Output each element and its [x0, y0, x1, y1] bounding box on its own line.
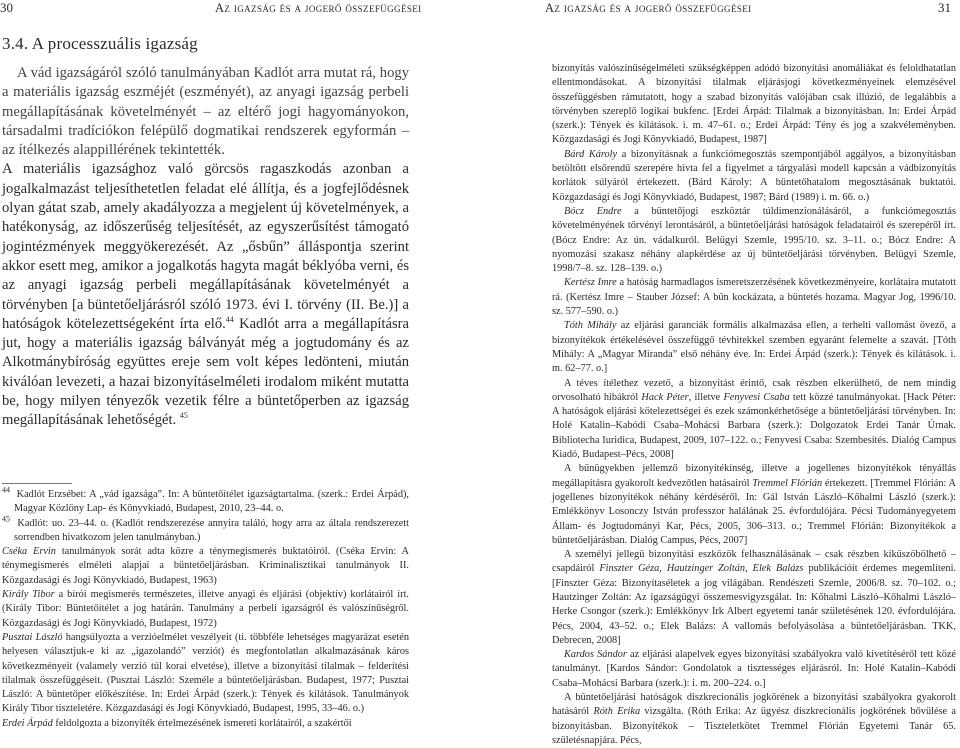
fn-kertesz: [552, 276, 956, 319]
fn-bard: [552, 148, 956, 205]
fn-tremmel-text: értekezett. [Tremmel Flórián: A jogellenes bizonyítékok néhány kérdéséről. In: Gál István László–Kőhalmi László (szerk.): Emlékkönyv Losonczy István professzor halálának 25. évfordulójára. Pécsi Tudományegyetem Állam- és Jogtudományi Kar, Pécs, 2005, 306–313. o.; Tremmel Flórián: Bizonyítékok a büntetőeljárásban. Dialóg Campus, Pécs, 2007]: [552, 477, 956, 546]
fn-toth: [552, 319, 956, 376]
fn-roth-text: vizsgálta. (Róth Erika: Az ügyész diszkrecionális jogkörének bővülése a bizonyításban. Bizonyítékok – Tiszteletkötet Tremmel Flórián Egyetemi Tanár 65. születésnapjára. Pécs,: [552, 706, 956, 746]
fn-teves-mid: , illetve: [688, 391, 724, 403]
fn-bard-text: a bizonyításnak a funkciómegosztás szempontjából aggályos, a bizonyításban betöltött elsőrendű szerepére hívta fel a figyelmet a tárgyalási modell kapcsán a vádbizonyítás korlátok súlyáról értekezett. (Bárd Károly: A büntetőhatalom megosztásának buktatói. Közgazdasági és Jogi Könyvkiadó, Budapest, 1987; Bárd (1989) i. m. 66. o.): [552, 148, 956, 203]
running-head-right: [545, 1, 752, 16]
footnote-pusztai-text: hangsúlyozta a verzióelmélet veszélyeit (ti. többféle lehetséges magyarázat esetén helyesen választjuk-e ki az „igazolandó” verziót) és megfontolatlan alkalmazásának káros következményeit (valamely verzió túl korai elvetése), illetve a bizonyítási tilalmak – felderítési tilalmak összefüggéseit. (Pusztai László: Személe a büntetőeljárásban. Budapest, 1977; Pusztai László: A büntetőper előkészítése. In: Erdei Árpád (szerk.): Tények és kilátások. Tanulmányok Király Tibor tiszteletére. Közgazdasági és Jogi Könyvkiadó, Budapest, 1995, 33–46. o.): [2, 631, 410, 715]
author-bard: Bárd Károly: [564, 148, 618, 160]
footnote-erdei-text: feldolgozta a bizonyíték értelmezésének ismereti korlátairól, a szakértői: [52, 717, 352, 728]
fn-finszter: [552, 548, 956, 648]
page-number: 30: [0, 0, 13, 15]
paragraph-2-text-a: A materiális igazsághoz való görcsös ragaszkodás azonban a jogalkalmazást teljesíthetetlen feladat elé állítja, és a jogfejlődésnek olyan gátat szab, amely akadályozza a megjelent új követelmények, a hatékonyság, az időszerűség teljesítését, az egyszerűsítést támogató jogintézmények meggyökerezését. Az „ősbűn” álláspontja szerint akkor esett meg, amikor a jogalkotás hagyta magát béklyóba verni, és az anyagi igazság perbeli megállapításának követelményét a törvényben [a büntetőeljárásról szóló 1973. évi I. törvény (II. Be.)] a hatóságok kötelezettségeként írta elő.: [2, 161, 409, 332]
footnote-44-text: Kadlót Erzsébet: A „vád igazsága”. In: A büntetőítélet igazságtartalma. (szerk.: Erdei Árpád), Magyar Közlöny Lap- és Könyvkiadó, Budapest, 2010, 23–44. o.: [14, 489, 409, 515]
paragraph-2: [2, 160, 409, 430]
footnote-44: [2, 485, 409, 517]
author-kiraly: Király Tibor: [2, 589, 55, 601]
footnote-45-text: Kadlót: uo. 23–44. o. (Kadlót rendszerezése annyira találó, hogy arra az általa rendszerezett sorrendben hivatkozom jelen tanulmányban.): [14, 517, 409, 543]
paragraph-1-text: A vád igazságáról szóló tanulmányában Kadlót arra mutat rá, hogy a materiális igazság eszméjét (eszményét), az anyagi igazság perbeli megállapításának követelményét – az eltérő jogi hagyományokon, társadalmi tradíciókon felépülő dogmatikai rendszerek egyformán – az ítélkezés alappillérének tekintették.: [2, 65, 409, 159]
fn-teves-text: tett közzé tanulmányokat. [Hack Péter: A hatóságok eljárási kötelezettségei és ezek számonkérhetősége a büntetőeljárási törvényben. In: Holé Katalin–Kabódi Csaba–Mohácsi Barbara (szerk.): Dolgozatok Erdei Tanár Úrnak. Bibliotecha Iuridica, Budapest, 2009, 107–122. o.; Fenyvesi Csaba: Szembesítés. Dialóg Campus Kiadó, Budapest–Pécs, 2008]: [552, 391, 956, 461]
author-kardos: Kardos Sándor: [564, 649, 627, 661]
fn-roth: [552, 691, 956, 748]
running-head-text: Az igazság és a jogerő összefüggései: [215, 1, 422, 15]
footnote-44-number: 44: [2, 485, 10, 495]
paragraph-1: [2, 64, 409, 160]
fn-teves: [552, 377, 956, 463]
fn-finszter-text: publikációit érdemes megemlíteni. [Finszter Géza: Bizonyítaséletek a jog világában. Rendészeti Szemle, 2006/8. sz. 70–102. o.; Hautzinger Zoltán: Az igazságügyi összemesvigyzsgálat. In: Kőhalmi László–Kőhalmi László–Herke Csongor (szerk.): Emlékkönyv Irk Albert egyetemi tanár születésének 120. évfordulójára. Pécs, 2004, 43–52. o.; Elek Balázs: A vallomás befolyásolása a büntetőeljárásban. TKK, Debrecen, 2008]: [552, 563, 957, 646]
fn-bocz: [552, 205, 956, 276]
section-title: 3.4. A processzuális igazság: [2, 34, 198, 53]
footnote-kiraly: [2, 588, 409, 631]
fn-kardos: [552, 648, 956, 691]
author-fenyvesi: Fenyvesi Csaba: [723, 391, 790, 403]
fn-tremmel: [552, 462, 956, 548]
fn-toth-text: az eljárási garanciák formális alkalmazása ellen, a terhelti vallomást övező, a bizonyítékok értékelésével összefüggő tévhitekkel szemben egyaránt felemelte a szavát. [Tóth Mihály: A „Magyar Miranda” első néhány éve. In: Erdei Árpád (szerk.): Tények és kilátások. i. m. 62–77. o.]: [552, 320, 956, 375]
author-roth: Róth Erika: [593, 706, 641, 718]
author-tremmel: Tremmel Flórián: [752, 477, 823, 489]
footnote-45-number: 45: [2, 514, 10, 524]
footnote-pusztai: [2, 631, 409, 717]
left-page: [0, 0, 480, 728]
footnote-divider: [2, 483, 72, 484]
author-bocz: Bócz Endre: [564, 205, 622, 217]
author-toth: Tóth Mihály: [564, 320, 617, 332]
author-cseka: Cséka Ervin: [2, 546, 56, 558]
footnote-cseka: [2, 545, 409, 588]
fn-finszter-pre: A személyi jellegű bizonyítási eszközök felhasználásának – csak részben kiküszöbölhető – csapdáiról: [552, 549, 956, 575]
author-finszter: Finszter Géza, Hautzinger Zoltán, Elek Balázs: [599, 563, 804, 575]
footnote-45: [2, 514, 409, 546]
running-head-right-text: Az igazság és a jogerő összefüggései: [545, 1, 752, 15]
author-pusztai: Pusztai László: [2, 631, 63, 643]
footnote-ref-45[interactable]: 45: [179, 411, 188, 421]
footnote-cseka-text: tanulmányok sorát adta közre a ténymegismerés buktatóiról. (Cséka Ervin: A ténymegismerés elméleti alapjai a büntetőeljárásban. Kriminalisztikai tanulmányok II. Közgazdasági és Jogi Könyvkiadó, Budapest, 1963): [2, 546, 409, 586]
fn-roth-pre: A büntetőeljárási hatóságok diszkrecionális jogkörének a bizonyítási szabályokra gyakorolt hatásáról: [552, 692, 956, 718]
footnote-continuation-column: [552, 62, 956, 748]
footnote-erdei: [2, 717, 409, 728]
paragraph-2-text-b: Kadlót arra a megállapításra jut, hogy a materiális igazság bálványát még a jogtudomány és az Alkotmánybíróság együttes ereje sem volt képes ledönteni, miután kiválóan levezeti, a hazai bizonyításelméleti irodalom miként mutatta be, hogy milyen tényezők vezetik félre a büntetőperben az igazság megállapításának lehetőségét.: [2, 315, 409, 429]
fn-bocz-text: a büntetőjogi eszköztár túldimenzionálásáról, a funkciómegosztás követelményének törvényi lerontásáról, a büntetőeljárási hatóságok feladatairól és szerepéről írt. (Bócz Endre: Az ún. vádalkuról. Belügyi Szemle, 1995/10. sz. 3–11. o.; Bócz Endre: A nyomozási szakasz néhány alapkérdése az új büntetőeljárási törvényben. Belügyi Szemle, 1998/7–8. sz. 128–139. o.): [552, 205, 956, 275]
fn-kertesz-text: a hatóság harmadlagos ismeretszerzésének következményeire, korlátaira mutatott rá. (Kertész Imre – Stauber József: A bűn kockázata, a büntetés hozama. Magyar Jog, 1996/10. sz. 577–590. o.): [552, 277, 956, 318]
running-head: [215, 1, 422, 16]
author-kertesz: Kertész Imre: [564, 277, 617, 289]
fn-teves-pre: A téves ítélethez vezető, a bizonyítást érintő, csak részben elkerülhető, de nem mindig orvosolható hibákról: [552, 377, 956, 403]
fn-cont: bizonyítás valószínűségelméleti szükségképpen adódó bizonyítási anomáliákat és feloldhatatlan ellentmondásokat. A bizonyítási tilalmak eljárásjogi következményeinek elemzésével összefüggésben rámutatott, hogy a szabad bizonyítás valójában csak illúzió, de legalábbis a törvényben szereplő logikai bukfenc. [Erdei Árpád: Tilalmak a bizonyításban. In: Erdei Árpád (szerk.): Tények és kilátások. i. m. 47–61. o.; Erdei Árpád: Tény és jog a szakvéleményben. Közgazdasági és Jogi Könyvkiadó, Budapest, 1987]: [552, 63, 956, 146]
footnotes: [2, 485, 410, 728]
author-erdei: Erdei Árpád: [2, 717, 53, 728]
page-number-right: 31: [938, 0, 951, 15]
footnote-ref-44[interactable]: 44: [225, 315, 234, 324]
footnote-kiraly-text: a bírói megismerés természetes, illetve anyagi és eljárási (objektív) korlátairól írt. (Király Tibor: Büntetőítélet a jog határán. Tanulmány a perbeli igazságról és valószínűségről. Közgazdasági és Jogi Könyvkiadó, Budapest, 1972): [2, 589, 409, 629]
fn-tremmel-pre: A bűnügyekben jellemző bizonyítékínség, illetve a jogellenes bizonyítékok tényállás megállapításra gyakorolt kedvezőtlen hatásairól: [552, 463, 956, 489]
main-column: [2, 34, 409, 431]
author-hack: Hack Péter: [641, 391, 689, 403]
fn-kardos-text: az eljárási alapelvek egyes bizonyítási szabályokra való kivetítéséről tett közé tanulmányt. [Kardos Sándor: Gondolatok a tisztességes eljárásról. In: Holé Katalin–Kabódi Csaba–Mohácsi Barbara (szerk.): i. m. 200–224. o.]: [552, 649, 956, 689]
